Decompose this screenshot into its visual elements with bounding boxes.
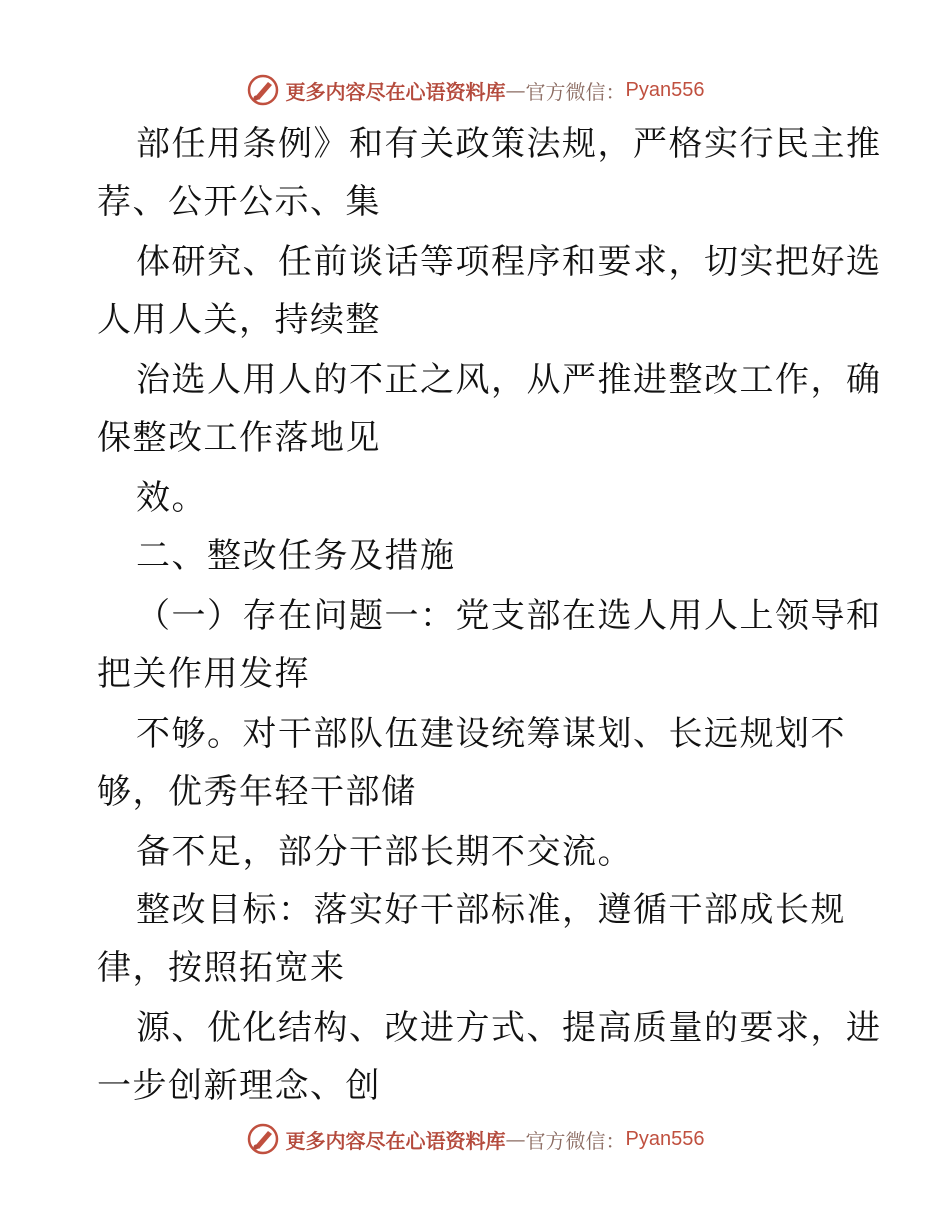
text-line: 体研究、任前谈话等项程序和要求，切实把好选 xyxy=(136,242,882,282)
text-line: （一）存在问题一：党支部在选人用人上领导和 xyxy=(136,596,882,636)
text-line: 人用人关，持续整 xyxy=(97,300,381,340)
section-heading: 二、整改任务及措施 xyxy=(136,536,456,576)
text-line: 保整改工作落地见 xyxy=(97,418,381,458)
text-line: 源、优化结构、改进方式、提高质量的要求，进 xyxy=(136,1008,882,1048)
text-line: 律，按照拓宽来 xyxy=(97,948,346,988)
watermark-separator: — xyxy=(505,78,526,102)
watermark-wechat-id: Pyan556 xyxy=(625,1127,705,1150)
text-line: 备不足，部分干部长期不交流。 xyxy=(136,832,633,872)
text-line: 把关作用发挥 xyxy=(97,654,310,694)
footer-watermark xyxy=(0,1119,950,1159)
text-line: 治选人用人的不正之风，从严推进整改工作，确 xyxy=(136,360,882,400)
watermark-wechat-id: Pyan556 xyxy=(625,78,705,101)
watermark-label: 官方微信： xyxy=(525,1128,626,1153)
pen-seal-logo-icon xyxy=(246,73,280,107)
header-watermark xyxy=(0,70,950,110)
watermark-label: 官方微信： xyxy=(525,79,626,104)
text-line: 不够。对干部队伍建设统筹谋划、长远规划不 xyxy=(136,714,846,754)
text-line: 部任用条例》和有关政策法规，严格实行民主推 xyxy=(136,124,882,164)
watermark-site-name: 更多内容尽在心语资料库 xyxy=(285,79,506,104)
pen-seal-logo-icon xyxy=(246,1122,280,1156)
text-line: 够，优秀年轻干部储 xyxy=(97,772,417,812)
watermark-separator: — xyxy=(505,1127,526,1151)
text-line: 整改目标：落实好干部标准，遵循干部成长规 xyxy=(136,890,846,930)
text-line: 一步创新理念、创 xyxy=(97,1066,381,1106)
watermark-site-name: 更多内容尽在心语资料库 xyxy=(285,1128,506,1153)
text-line: 效。 xyxy=(136,478,207,518)
text-line: 荐、公开公示、集 xyxy=(97,182,381,222)
